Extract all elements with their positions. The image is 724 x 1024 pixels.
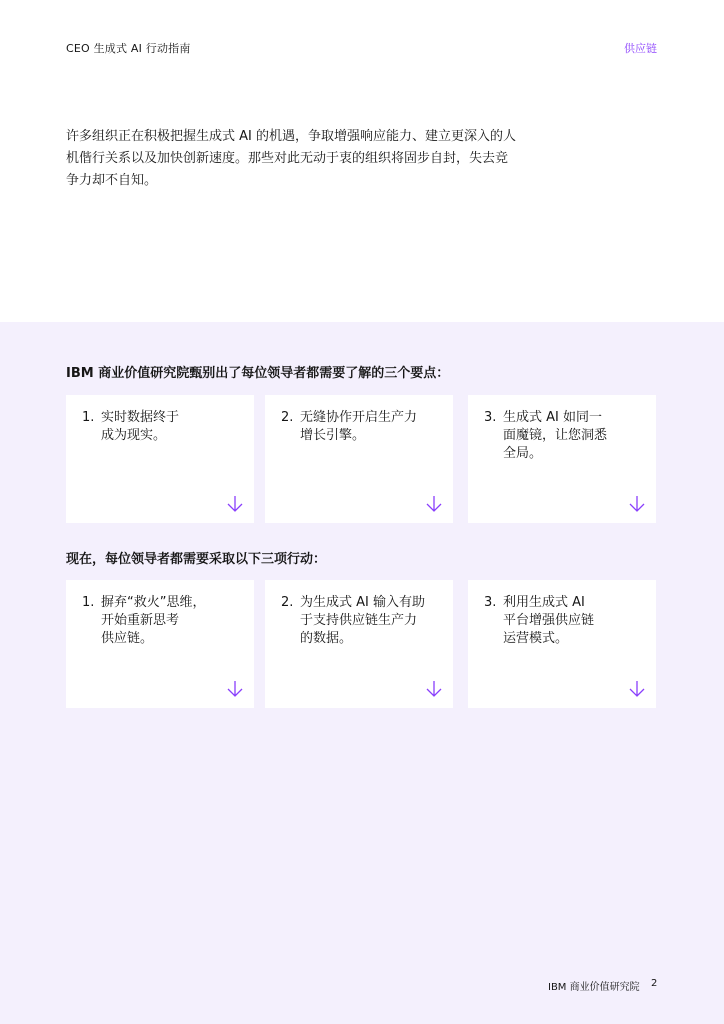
arrow-down-icon[interactable] [226,680,244,698]
takeaways-heading: IBM 商业价值研究院甄别出了每位领导者都需要了解的三个要点： [66,366,450,381]
card-number: 3. [484,595,497,610]
action-card-1[interactable] [66,580,254,708]
card-number: 2. [281,595,294,610]
card-text: 无缝协作开启生产力 增长引擎。 [300,410,418,443]
action-card-3[interactable] [468,580,656,708]
card-text: 生成式 AI 如同一 面魔镜，让您洞悉 全局。 [503,410,608,461]
arrow-down-icon[interactable] [628,495,646,513]
footer-publisher: IBM 商业价值研究院 [548,982,640,993]
card-number: 1. [82,410,95,425]
card-text: 为生成式 AI 输入有助 于支持供应链生产力 的数据。 [300,595,425,646]
intro-paragraph: 许多组织正在积极把握生成式 AI 的机遇，争取增强响应能力、建立更深入的人机偕行关系以及加快创新速度。那些对此无动于衷的组织将固步自封，失去竞争力却不自知。 [66,129,516,188]
document-title: CEO 生成式 AI 行动指南 [66,42,191,55]
takeaway-card-3[interactable] [468,395,656,523]
card-number: 2. [281,410,294,425]
action-card-2[interactable] [265,580,453,708]
page-number: 2 [651,978,658,989]
card-text: 摒弃“救火”思维， 开始重新思考 供应链。 [101,595,206,646]
takeaway-card-2[interactable] [265,395,453,523]
arrow-down-icon[interactable] [226,495,244,513]
section-label: 供应链 [624,42,657,55]
card-number: 3. [484,410,497,425]
arrow-down-icon[interactable] [425,680,443,698]
actions-heading: 现在，每位领导者都需要采取以下三项行动： [66,552,327,567]
card-text: 利用生成式 AI 平台增强供应链 运营模式。 [503,595,595,646]
card-number: 1. [82,595,95,610]
arrow-down-icon[interactable] [628,680,646,698]
card-text: 实时数据终于 成为现实。 [101,410,180,443]
takeaway-card-1[interactable] [66,395,254,523]
arrow-down-icon[interactable] [425,495,443,513]
